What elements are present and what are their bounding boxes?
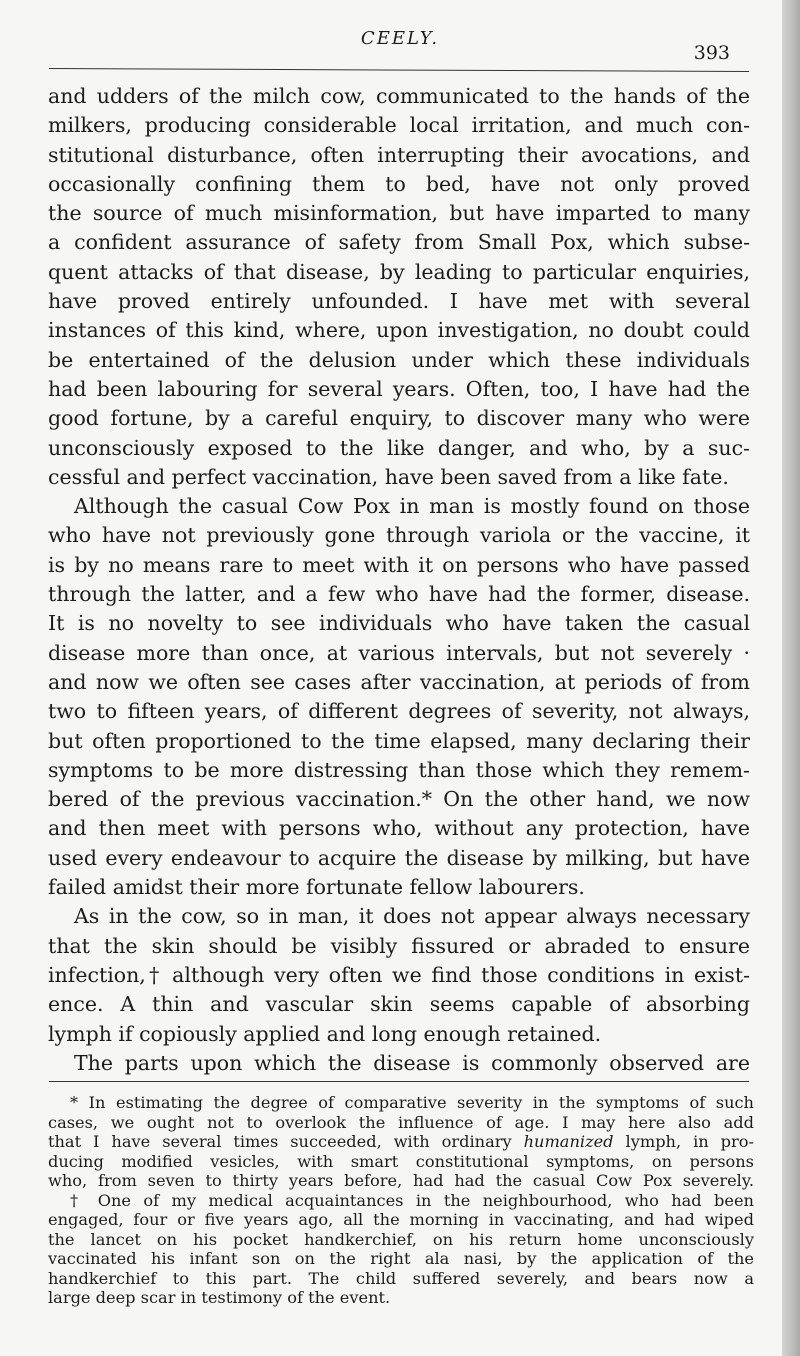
page-edge-shadow [782,0,800,1356]
text-line: had been labouring for several years. Often, too, I have had the [48,376,750,401]
footnote-text: that I have several times succeeded, with ordinary [48,1132,524,1151]
text-line: symptoms to be more distressing than those which they remem- [48,757,750,782]
footnote-line: handkerchief to this part. The child suffered severely, and bears now a [48,1268,754,1288]
text-line: The parts upon which the disease is commonly observed are [74,1050,750,1075]
text-line: It is no novelty to see individuals who have taken the casual [48,611,750,636]
text-line: good fortune, by a careful enquiry, to discover many who were [48,406,750,431]
paragraph-2 [48,492,750,902]
footnote-line: † One of my medical acquaintances in the neighbourhood, who had been [70,1190,754,1210]
footnote-line: * In estimating the degree of comparative severity in the symptoms of such [70,1093,754,1112]
footnote-line: large deep scar in testimony of the event. [48,1288,391,1307]
footnote-line: the lancet on his pocket handkerchief, on his return home unconsciously [48,1229,754,1249]
text-line: milkers, producing considerable local irritation, and much con- [48,113,750,138]
text-line: a confident assurance of safety from Small Pox, which subse- [48,230,750,255]
header-rule [49,68,749,72]
text-line: As in the cow, so in man, it does not appear always necessary [74,904,750,929]
footnotes [48,1093,754,1308]
footnote-line: cases, we ought not to overlook the influence of age. I may here also add [48,1112,754,1132]
footnote-rule [49,1081,749,1082]
text-line: used every endeavour to acquire the disease by milking, but have [48,845,750,870]
page-number: 393 [693,42,730,64]
text-line: that the skin should be visibly fissured or abraded to ensure [48,933,750,958]
text-line: have proved entirely unfounded. I have met with several [48,289,750,314]
paragraph-1 [48,82,750,492]
text-line: Although the casual Cow Pox in man is mostly found on those [74,494,750,519]
paragraph-4 [48,1049,750,1078]
footnote-line: vaccinated his infant son on the right ala nasi, by the application of the [48,1249,754,1268]
footnote-line: who, from seven to thirty years before, had had the casual Cow Pox severely. [48,1171,754,1190]
text-line: lymph if copiously applied and long enough retained. [48,1021,602,1046]
text-line: infection,† although very often we find those conditions in exist- [48,962,750,987]
text-line: and udders of the milch cow, communicated to the hands of the [48,84,750,108]
text-line: ence. A thin and vascular skin seems capable of absorbing [48,992,750,1017]
text-line: but often proportioned to the time elapsed, many declaring their [48,728,750,753]
body-text [48,82,750,1078]
text-line: who have not previously gone through variola or the vaccine, it [48,523,750,548]
text-line: is by no means rare to meet with it on persons who have passed [48,552,750,577]
footnote-italic-term: humanized [523,1132,614,1151]
text-line: occasionally confining them to bed, have not only proved [48,171,750,196]
text-line: cessful and perfect vaccination, have been saved from a like fate. [48,464,729,489]
footnote-text: lymph, in pro- [613,1132,754,1151]
text-line: and now we often see cases after vaccination, at periods of from [48,669,750,694]
text-line: the source of much misinformation, but have imparted to many [48,201,750,226]
text-line: quent attacks of that disease, by leading to particular enquiries, [48,259,750,284]
text-line: two to fifteen years, of different degrees of severity, not always, [48,699,750,724]
text-line: through the latter, and a few who have had the former, disease. [48,582,750,607]
text-line: be entertained of the delusion under which these individuals [48,347,750,372]
text-line: disease more than once, at various intervals, but not severely · [48,640,750,665]
running-head-title: CEELY. [360,28,440,49]
footnote-line [48,1132,754,1152]
text-line: bered of the previous vaccination.* On the other hand, we now [48,787,750,812]
text-line: and then meet with persons who, without any protection, have [48,816,750,841]
footnote-line: engaged, four or five years ago, all the morning in vaccinating, and had wiped [48,1210,754,1229]
text-line: failed amidst their more fortunate fellow labourers. [48,875,585,900]
text-line: unconsciously exposed to the like danger, and who, by a suc- [48,435,750,460]
footnote-line: ducing modified vesicles, with smart constitutional symptoms, on persons [48,1151,754,1171]
text-line: stitutional disturbance, often interrupting their avocations, and [48,142,750,167]
paragraph-3 [48,902,750,1048]
text-line: instances of this kind, where, upon investigation, no doubt could [48,318,750,343]
